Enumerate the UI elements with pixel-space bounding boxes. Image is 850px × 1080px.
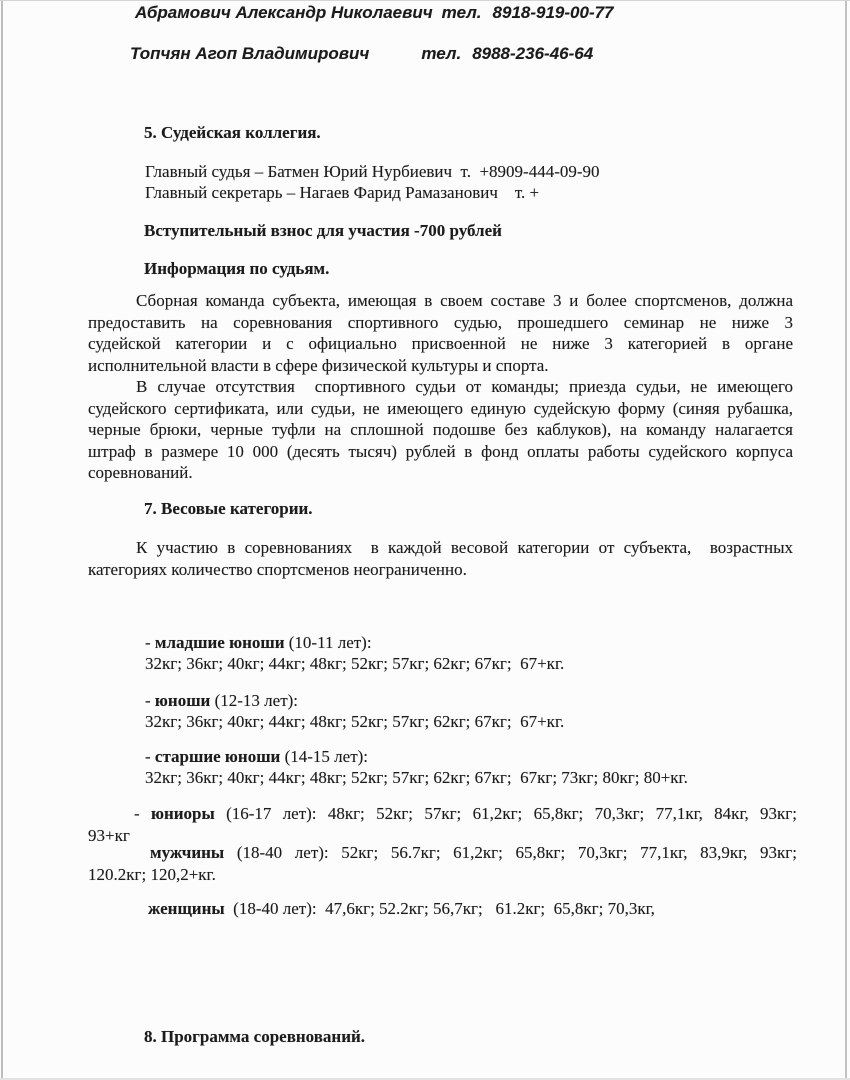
para2-line: В случае отсутствия спортивного судьи от команды; приезда судьи, не имеющего <box>136 377 793 396</box>
age-group-weights: 32кг; 36кг; 40кг; 44кг; 48кг; 52кг; 57кг; 62кг; 67кг; 67+кг. <box>145 712 565 731</box>
age-group-name: младшие юноши <box>154 633 285 652</box>
chief-judge-line: Главный судья – Батмен Юрий Нурбиевич т. +8909-444-09-90 <box>145 162 600 181</box>
scan-edge-right <box>845 0 847 1080</box>
age-group-yunoshi <box>145 690 564 732</box>
section-8-heading: 8. Программа соревнований. <box>144 1027 366 1046</box>
scan-edge-left <box>1 0 3 1080</box>
age-group-muzhchiny <box>88 842 797 885</box>
age-group-yuniory <box>88 803 797 846</box>
age-group-age: (14-15 лет): <box>280 747 369 766</box>
age-group-weights: 32кг; 36кг; 40кг; 44кг; 48кг; 52кг; 57кг; 62кг; 67кг; 67+кг. <box>145 654 565 673</box>
intro-line: категориях количество спортсменов неограниченно. <box>88 559 467 579</box>
contact-2-name: Топчян Агоп Владимирович <box>130 44 370 63</box>
dash: - <box>145 691 155 710</box>
age-group-name: женщины <box>148 899 225 918</box>
scan-edge-top <box>0 0 850 1</box>
chief-secretary-line: Главный секретарь – Нагаев Фарид Рамазанович т. + <box>145 183 540 202</box>
dash: - <box>145 747 155 766</box>
para2-line: соревнований. <box>88 463 193 482</box>
age-group-title <box>145 746 688 767</box>
para2-line: штраф в размере 10 000 (десять тысяч) рублей в фонд оплаты работы судейского корпуса <box>88 441 793 461</box>
dash: - <box>134 804 151 823</box>
contact-2-phone: 8988-236-46-64 <box>472 44 594 63</box>
age-group-name: мужчины <box>150 843 225 862</box>
intro-line: К участию в соревнованиях в каждой весовой категории от субъекта, возрастных <box>136 538 793 557</box>
zhenshchiny-weights: (18-40 лет): 47,6кг; 52.2кг; 56,7кг; 61.2кг; 65,8кг; 70,3кг, <box>224 899 655 918</box>
yuniory-weights: (16-17 лет): 48кг; 52кг; 57кг; 61,2кг; 65,8кг; 70,3кг; 77,1кг, 84кг, 93кг; <box>214 804 797 823</box>
age-group-weights: 32кг; 36кг; 40кг; 44кг; 48кг; 52кг; 57кг; 62кг; 67кг; 67кг; 73кг; 80кг; 80+кг. <box>145 768 688 787</box>
para2-line: судейского сертификата, или судьи, не имеющего единую судейскую форму (синяя рубашка, <box>88 398 793 418</box>
contact-line-2 <box>130 44 593 64</box>
para1-line: предоставить на соревнования спортивного судью, прошедшего семинар не ниже 3 <box>88 312 793 332</box>
yuniory-line-1 <box>88 803 797 825</box>
age-group-starshie-yunoshi <box>145 746 688 788</box>
contact-1-phone: 8918-919-00-77 <box>492 3 614 22</box>
age-group-mladshie-yunoshi <box>145 632 564 674</box>
judging-panel-lines <box>145 161 600 203</box>
judges-info-heading: Информация по судьям. <box>144 259 330 278</box>
muzhchiny-line-2: 120.2кг; 120,2+кг. <box>88 864 216 884</box>
judges-info-paragraphs <box>88 290 793 484</box>
contact-2-tel-label: тел. <box>421 44 462 63</box>
muzhchiny-line-1 <box>88 842 797 864</box>
yuniory-line-2: 93+кг <box>88 825 130 845</box>
dash: - <box>145 633 155 652</box>
para1-line: Сборная команда субъекта, имеющая в своем составе 3 и более спортсменов, должна <box>136 291 793 310</box>
para1-line: исполнительной власти в сфере физической культуры и спорта. <box>88 355 549 375</box>
section-7-heading: 7. Весовые категории. <box>144 499 313 518</box>
age-group-title <box>145 632 564 653</box>
weight-categories-intro <box>88 537 793 580</box>
section-5-heading: 5. Судейская коллегия. <box>144 123 321 142</box>
contact-1-tel-label: тел. <box>441 3 482 22</box>
contact-line-1 <box>135 3 614 23</box>
contact-1-name: Абрамович Александр Николаевич <box>135 3 433 22</box>
age-group-age: (12-13 лет): <box>210 691 299 710</box>
age-group-name: юноши <box>154 691 211 710</box>
entry-fee-line: Вступительный взнос для участия -700 рублей <box>144 221 502 240</box>
age-group-age: (10-11 лет): <box>284 633 372 652</box>
age-group-name: юниоры <box>150 804 215 823</box>
age-group-zhenshchiny <box>88 899 808 919</box>
para1-line: судейской категории и с официально присвоенной не ниже 3 категорией в органе <box>88 334 793 353</box>
para2-line: черные брюки, черные туфли на сплошной подошве без каблуков), на команду налагается <box>88 420 793 439</box>
age-group-title <box>145 690 564 711</box>
muzhchiny-weights: (18-40 лет): 52кг; 56.7кг; 61,2кг; 65,8кг; 70,3кг; 77,1кг, 83,9кг, 93кг; <box>224 843 797 862</box>
age-group-name: старшие юноши <box>154 747 281 766</box>
